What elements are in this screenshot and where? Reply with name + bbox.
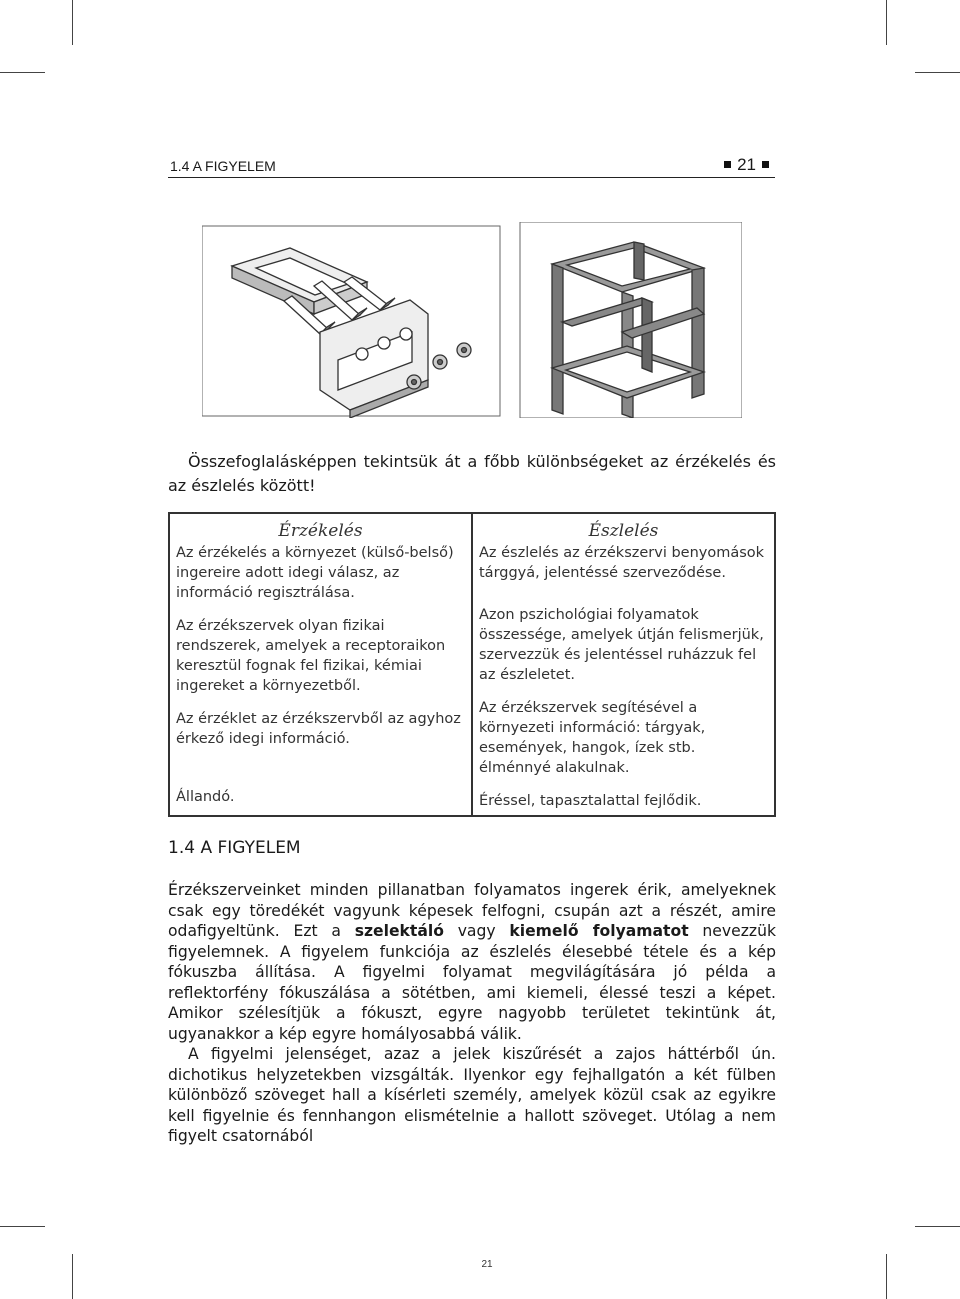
- table-cell: Éréssel, tapasztalattal fejlődik.: [479, 793, 702, 809]
- body-text: [168, 880, 776, 1147]
- table-cell: Az érzékelés a környezet (külső-belső) ingereire adott idegi válasz, az információ regisztrálása.: [176, 545, 454, 601]
- bold-term: kiemelő folyamatot: [509, 922, 689, 940]
- table-cell: Az észlelés az érzékszervi benyomások tárggyá, jelentéssé szerveződése.: [479, 545, 765, 581]
- footer-page-number: 21: [481, 1259, 493, 1270]
- table-cell: Az érzékszervek olyan fizikai rendszerek, amelyek a receptoraikon keresztül fognak fel fizikai, kémiai ingereket a környezetből.: [176, 618, 446, 694]
- intro-paragraph: Összefoglalásképpen tekintsük át a főbb különbségeket az érzékelés és az észlelés között!: [168, 452, 776, 495]
- crop-mark: [886, 1254, 887, 1299]
- table-cell: Az érzéklet az érzékszervből az agyhoz érkező idegi információ.: [176, 711, 461, 747]
- crop-mark: [0, 72, 45, 73]
- left-column: [169, 543, 472, 816]
- body-paragraph-1: Érzékszerveinket minden pillanatban folyamatos ingerek érik, amelyeknek csak egy töredékét vagyunk képesek felfogni, csupán azt a részét, amire odafigyeltünk. Ezt a szelektáló vagy kiemelő folyamatot nevezzük figyelemnek. A figyelem funkciója az észlelés élesebbé tétele és a kép fókuszba állítása. A figyelmi folyamat megvilágítására jó példa a reflektorfény fókuszálása a sötétben, ami kiemeli, élessé teszi a képet. Amikor szélesítjük a fókuszt, egyre nagyobb területet tekintünk át, ugyanakkor a kép egyre homályosabbá válik.: [168, 881, 776, 1043]
- bold-term: szelektáló: [354, 922, 444, 940]
- crop-mark: [915, 72, 960, 73]
- crop-mark: [72, 1254, 73, 1299]
- crop-mark: [72, 0, 73, 45]
- column-header-erzekeles: Érzékelés: [169, 513, 472, 543]
- header-section: 1.4 A FIGYELEM: [170, 158, 276, 174]
- section-heading: 1.4 A FIGYELEM: [168, 838, 301, 858]
- square-bullet-icon: [762, 161, 769, 168]
- table-cell: Állandó.: [176, 789, 235, 805]
- column-header-eszleles: Észlelés: [472, 513, 775, 543]
- header-page-number: 21: [718, 155, 775, 175]
- crop-mark: [886, 0, 887, 45]
- running-header: [168, 155, 775, 178]
- body-paragraph-2: A figyelmi jelenséget, azaz a jelek kiszűrését a zajos háttérből ún. dichotikus helyzetekben vizsgálták. Ilyenkor egy fejhallgatón a két fülben különböző szöveget hall a kísérleti személy, amelyek közül csak az egyikre kell figyelnie és fennhangon elismételnie a hallott szöveget. Utólag a nem figyelt csatornából: [168, 1045, 776, 1145]
- table-cell: Az érzékszervek segítésével a környezeti információ: tárgyak, események, hangok, ízek stb. élménnyé alakulnak.: [479, 700, 706, 776]
- comparison-table: [168, 512, 776, 817]
- crop-mark: [915, 1226, 960, 1227]
- square-bullet-icon: [724, 161, 731, 168]
- right-column: [472, 543, 775, 816]
- table-cell: Azon pszichológiai folyamatok összessége, amelyek útján felismerjük, szervezzük és jelentéssel ruházzuk fel az észleletet.: [479, 607, 764, 683]
- crop-mark: [0, 1226, 45, 1227]
- impossible-figures-illustration: [202, 222, 742, 418]
